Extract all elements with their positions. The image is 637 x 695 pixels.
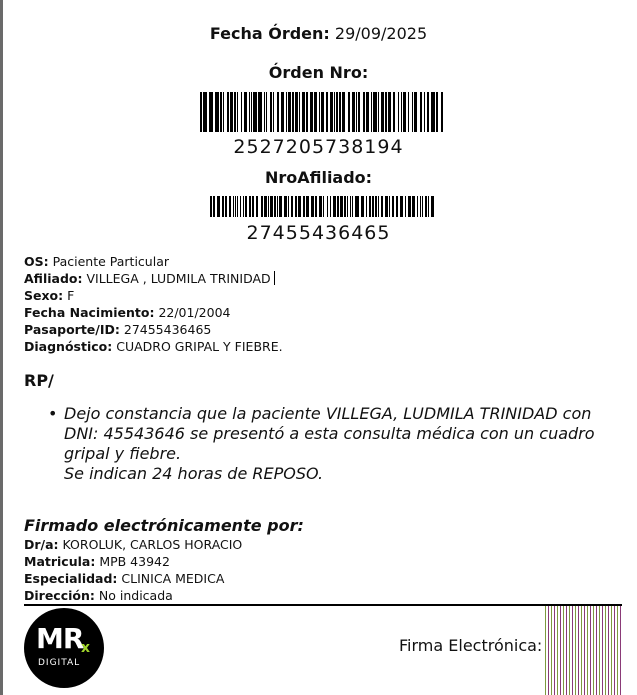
barcode-bar [252, 196, 254, 217]
pasaporte-value: 27455436465 [123, 322, 212, 337]
barcode-bar [375, 196, 377, 217]
barcode-bar [336, 92, 338, 132]
afiliado-row [24, 270, 283, 287]
especialidad-row [24, 570, 242, 587]
barcode-bar [237, 196, 238, 217]
barcode-bar [227, 92, 229, 132]
bullet-icon: • [48, 404, 58, 423]
barcode-bar [306, 196, 309, 217]
barcode-bar [385, 92, 387, 132]
barcode-bar [400, 196, 403, 217]
barcode-bar [319, 196, 322, 217]
barcode-bar [302, 92, 304, 132]
barcode-bar [420, 196, 421, 217]
afiliado-label: Afiliado: [24, 271, 83, 286]
order-date-label: Fecha Órden: [209, 24, 330, 43]
barcode-bar [277, 92, 279, 132]
barcode-bar [240, 196, 241, 217]
diagnostico-value: CUADRO GRIPAL Y FIEBRE. [116, 339, 283, 354]
barcode-bar [417, 196, 418, 217]
barcode-bar [244, 92, 246, 132]
barcode-bar [369, 196, 371, 217]
pasaporte-label: Pasaporte/ID: [24, 322, 120, 337]
barcode-bar [431, 196, 434, 217]
signature-title: Firmado electrónicamente por: [24, 516, 304, 535]
order-date [0, 24, 637, 43]
affiliate-number-label: NroAfiliado: [264, 168, 373, 187]
barcode-bar [264, 92, 265, 132]
matricula-value: MPB 43942 [99, 554, 170, 569]
barcode-bar [274, 196, 276, 217]
os-value: Paciente Particular [52, 254, 170, 269]
afiliado-value: VILLEGA , LUDMILA TRINIDAD [86, 271, 271, 286]
footer-divider [24, 604, 622, 606]
barcode-bar [401, 92, 402, 132]
barcode-bar [264, 196, 267, 217]
barcode-bar [344, 196, 346, 217]
barcode-bar [245, 196, 247, 217]
especialidad-value: CLINICA MEDICA [121, 571, 225, 586]
diagnostico-label: Diagnóstico: [24, 339, 113, 354]
sexo-row [24, 287, 283, 304]
barcode-bar [200, 92, 202, 132]
barcode-bar [215, 92, 219, 132]
barcode-bar [233, 196, 234, 217]
barcode-bar [366, 196, 367, 217]
barcode-bar [217, 196, 220, 217]
barcode-bar [326, 92, 328, 132]
barcode-bar [311, 196, 314, 217]
barcode-bar [333, 196, 336, 217]
barcode-bar [356, 92, 357, 132]
barcode-bar [295, 92, 297, 132]
barcode-bar [222, 196, 224, 217]
barcode-bar [237, 92, 238, 132]
barcode-bar [420, 92, 422, 132]
barcode-bar [389, 196, 390, 217]
patient-info [24, 253, 283, 355]
barcode-bar [334, 92, 335, 132]
barcode-bar [229, 196, 231, 217]
barcode-bar [209, 92, 213, 132]
barcode-bar [253, 92, 257, 132]
logo-sub: DIGITAL [38, 658, 81, 668]
barcode-bar [393, 92, 395, 132]
barcode-bar [315, 196, 317, 217]
barcode-bar [256, 196, 258, 217]
barcode-bar [340, 196, 343, 217]
barcode-bar [249, 196, 251, 217]
barcode-bar [330, 92, 332, 132]
barcode-bar [270, 92, 272, 132]
barcode-bar [277, 196, 278, 217]
barcode-bar [299, 92, 300, 132]
barcode-bar [295, 196, 297, 217]
dra-label: Dr/a: [24, 537, 59, 552]
barcode-bar [225, 196, 226, 217]
barcode-bar [321, 92, 325, 132]
barcode-bar [284, 196, 287, 217]
barcode-bar [412, 92, 413, 132]
barcode-bar [414, 92, 418, 132]
barcode-bar [337, 196, 339, 217]
barcode-bar [243, 196, 244, 217]
barcode-bar [436, 92, 438, 132]
doctor-info [24, 536, 242, 604]
dra-row [24, 536, 242, 553]
barcode-bar [355, 196, 358, 217]
barcode-bar [381, 196, 383, 217]
barcode-bar [358, 92, 360, 132]
os-row [24, 253, 283, 270]
barcode-bar [441, 92, 443, 132]
barcode-bar [273, 92, 274, 132]
barcode-bar [251, 92, 252, 132]
order-barcode [200, 92, 446, 132]
barcode-bar [330, 196, 331, 217]
barcode-bar [352, 92, 354, 132]
barcode-bar [371, 92, 372, 132]
barcode-bar [385, 196, 388, 217]
order-number-label: Órden Nro: [268, 63, 369, 82]
barcode-bar [319, 92, 320, 132]
barcode-bar [266, 92, 267, 132]
barcode-bar [431, 92, 435, 132]
barcode-bar [241, 92, 242, 132]
text-cursor [274, 271, 275, 285]
barcode-bar [310, 92, 312, 132]
barcode-bar [381, 92, 383, 132]
rp-heading: RP/ [24, 371, 54, 390]
barcode-bar [352, 196, 353, 217]
barcode-bar [373, 92, 377, 132]
direccion-value: No indicada [98, 588, 173, 603]
barcode-bar [347, 196, 348, 217]
barcode-bar [298, 196, 301, 217]
barcode-bar [288, 92, 290, 132]
barcode-bar [403, 92, 405, 132]
sexo-value: F [67, 288, 75, 303]
barcode-bar [372, 196, 374, 217]
barcode-bar [234, 92, 236, 132]
barcode-bar [261, 196, 263, 217]
barcode-bar [235, 196, 236, 217]
barcode-bar [323, 196, 324, 217]
order-number: 2527205738194 [233, 136, 404, 158]
barcode-bar [327, 196, 328, 217]
barcode-bar [279, 196, 282, 217]
barcode-bar [425, 196, 427, 217]
barcode-bar [223, 92, 224, 132]
barcode-bar [348, 92, 350, 132]
barcode-bar [220, 92, 222, 132]
left-border [0, 0, 3, 695]
barcode-bar [339, 92, 340, 132]
barcode-bar [366, 92, 368, 132]
mrx-digital-logo [24, 608, 104, 688]
barcode-bar [292, 92, 294, 132]
barcode-bar [342, 92, 346, 132]
barcode-bar [408, 92, 409, 132]
prescription-item [48, 404, 608, 484]
prescription-line-1: Dejo constancia que la paciente VILLEGA, LUDMILA TRINIDAD con DNI: 45543646 se presentó a esta consulta médica con un cuadro gripal y fiebre. [64, 404, 595, 463]
barcode-bar [378, 196, 379, 217]
logo-brand: MR [36, 622, 84, 655]
barcode-bar [408, 196, 411, 217]
barcode-bar [288, 196, 289, 217]
prescription-line-2: Se indican 24 horas de REPOSO. [64, 464, 324, 483]
logo-suffix: x [81, 640, 91, 656]
especialidad-label: Especialidad: [24, 571, 118, 586]
barcode-bar [388, 92, 390, 132]
barcode-bar [392, 196, 394, 217]
barcode-bar [268, 196, 269, 217]
nacimiento-row [24, 304, 283, 321]
order-date-value: 29/09/2025 [334, 24, 428, 43]
barcode-bar [281, 92, 283, 132]
barcode-bar [424, 92, 425, 132]
barcode-bar [412, 196, 415, 217]
signature-stamp [545, 606, 622, 695]
barcode-bar [249, 92, 250, 132]
barcode-bar [291, 196, 292, 217]
barcode-bar [306, 92, 308, 132]
barcode-bar [258, 92, 262, 132]
direccion-label: Dirección: [24, 588, 95, 603]
diagnostico-row [24, 338, 283, 355]
os-label: OS: [24, 254, 49, 269]
electronic-signature-label: Firma Electrónica: [399, 636, 543, 655]
dra-value: KOROLUK, CARLOS HORACIO [62, 537, 243, 552]
nacimiento-value: 22/01/2004 [158, 305, 231, 320]
affiliate-barcode [210, 196, 436, 217]
matricula-label: Matricula: [24, 554, 96, 569]
barcode-bar [398, 92, 399, 132]
barcode-bar [230, 92, 232, 132]
barcode-bar [350, 196, 351, 217]
direccion-row [24, 587, 242, 604]
barcode-bar [378, 92, 379, 132]
barcode-bar [203, 92, 207, 132]
affiliate-number: 27455436465 [246, 222, 391, 244]
matricula-row [24, 553, 242, 570]
pasaporte-row [24, 321, 283, 338]
barcode-bar [405, 196, 406, 217]
nacimiento-label: Fecha Nacimiento: [24, 305, 155, 320]
barcode-bar [286, 92, 287, 132]
barcode-bar [422, 196, 423, 217]
sexo-label: Sexo: [24, 288, 64, 303]
barcode-bar [210, 196, 212, 217]
barcode-bar [427, 92, 429, 132]
barcode-bar [363, 92, 365, 132]
barcode-bar [213, 196, 215, 217]
barcode-bar [270, 196, 273, 217]
barcode-bar [303, 196, 305, 217]
barcode-bar [361, 196, 364, 217]
barcode-bar [314, 92, 318, 132]
barcode-bar [428, 196, 429, 217]
barcode-bar [396, 196, 398, 217]
